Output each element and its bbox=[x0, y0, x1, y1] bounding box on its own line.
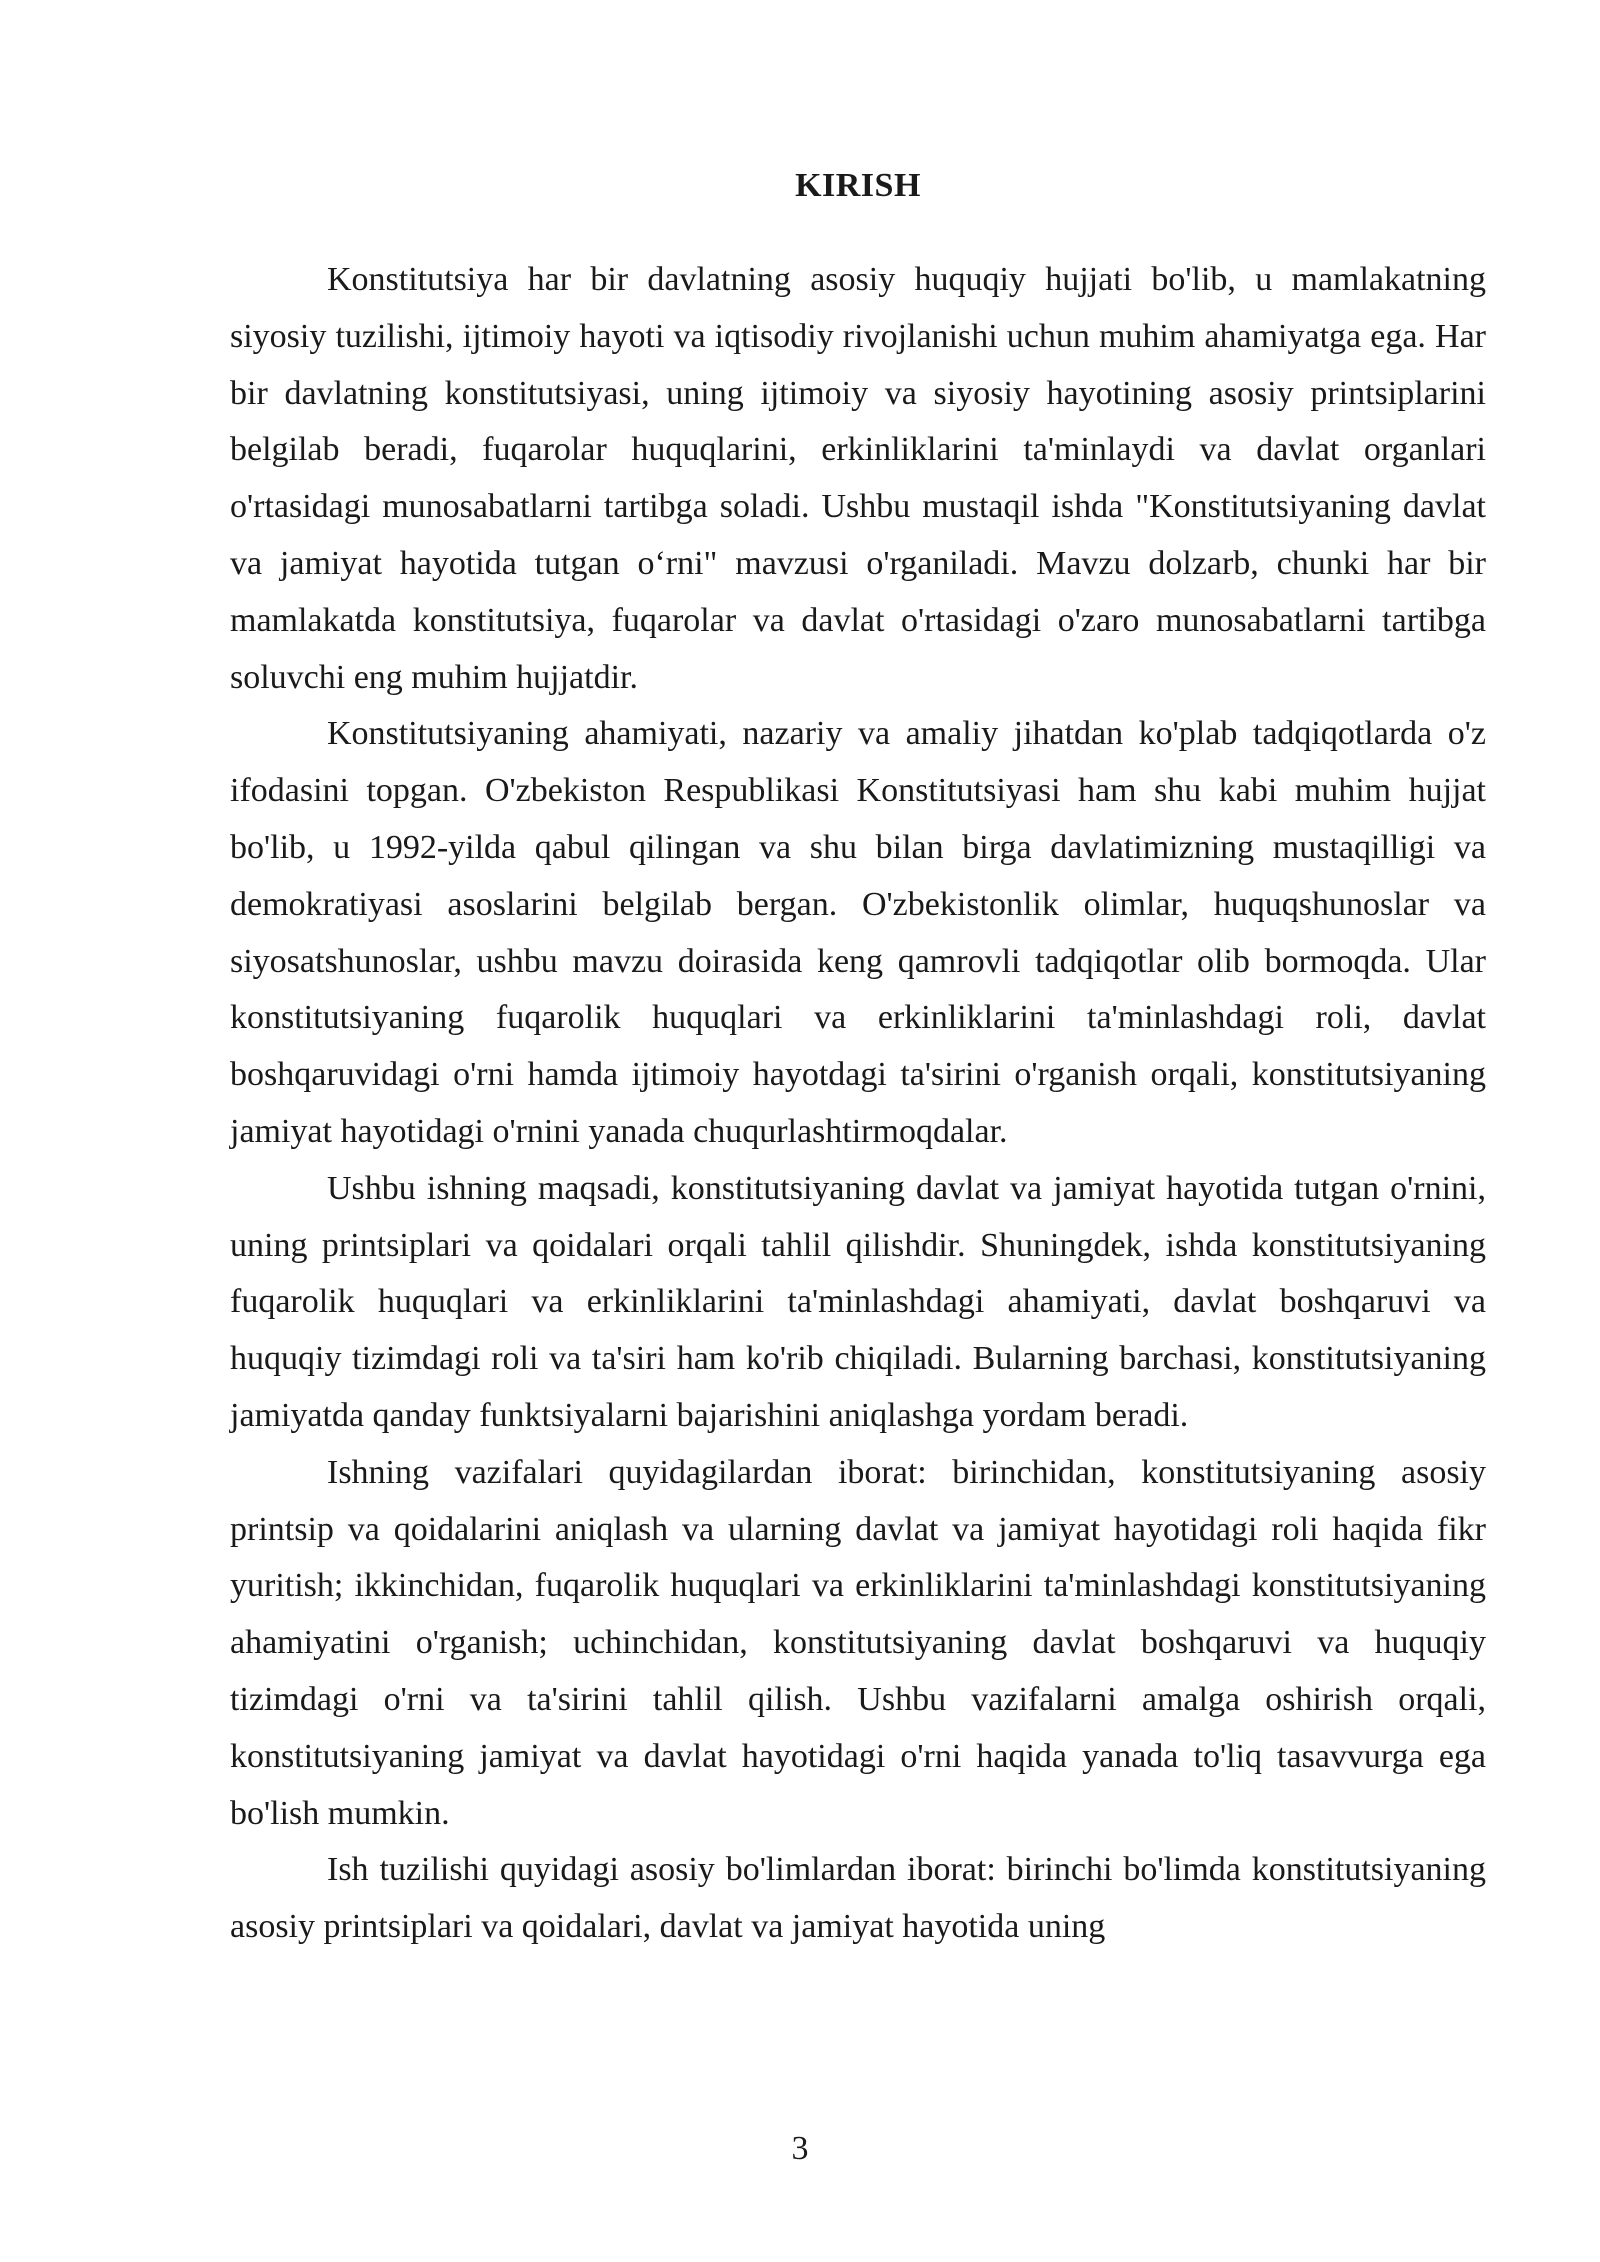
paragraph-2: Konstitutsiyaning ahamiyati, nazariy va amaliy jihatdan ko'plab tadqiqotlarda o'z ifodasini topgan. O'zbekiston Respublikasi Konstitutsiyasi ham shu kabi muhim hujjat bo'lib, u 1992-yilda qabul qilingan va shu bilan birga davlatimizning mustaqilligi va demokratiyasi asoslarini belgilab bergan. O'zbekistonlik olimlar, huquqshunoslar va siyosatshunoslar, ushbu mavzu doirasida keng qamrovli tadqiqotlar olib bormoqda. Ular konstitutsiyaning fuqarolik huquqlari va erkinliklarini ta'minlashdagi roli, davlat boshqaruvidagi o'rni hamda ijtimoiy hayotdagi ta'sirini o'rganish orqali, konstitutsiyaning jamiyat hayotidagi o'rnini yanada chuqurlashtirmoqdalar. bbox=[230, 715, 1486, 1150]
body-text bbox=[230, 252, 1486, 1956]
page-number: 3 bbox=[791, 2130, 809, 2167]
paragraph-3: Ushbu ishning maqsadi, konstitutsiyaning davlat va jamiyat hayotida tutgan o'rnini, uning printsiplari va qoidalari orqali tahlil qilishdir. Shuningdek, ishda konstitutsiyaning fuqarolik huquqlari va erkinliklarini ta'minlashdagi ahamiyati, davlat boshqaruvi va huquqiy tizimdagi roli va ta'siri ham ko'rib chiqiladi. Bularning barchasi, konstitutsiyaning jamiyatda qanday funktsiyalarni bajarishini aniqlashga yordam beradi. bbox=[230, 1169, 1486, 1434]
page-title: KIRISH bbox=[795, 167, 921, 204]
paragraph-4: Ishning vazifalari quyidagilardan iborat: birinchidan, konstitutsiyaning asosiy printsip va qoidalarini aniqlash va ularning davlat va jamiyat hayotidagi roli haqida fikr yuritish; ikkinchidan, fuqarolik huquqlari va erkinliklarini ta'minlashdagi konstitutsiyaning ahamiyatini o'rganish; uchinchidan, konstitutsiyaning davlat boshqaruvi va huquqiy tizimdagi o'rni va ta'sirini tahlil qilish. Ushbu vazifalarni amalga oshirish orqali, konstitutsiyaning jamiyat va davlat hayotidagi o'rni haqida yanada to'liq tasavvurga ega bo'lish mumkin. bbox=[230, 1453, 1486, 1832]
paragraph-5: Ish tuzilishi quyidagi asosiy bo'limlardan iborat: birinchi bo'limda konstitutsiyaning asosiy printsiplari va qoidalari, davlat va jamiyat hayotida uning bbox=[230, 1851, 1486, 1946]
paragraph-1: Konstitutsiya har bir davlatning asosiy huquqiy hujjati bo'lib, u mamlakatning siyosiy tuzilishi, ijtimoiy hayoti va iqtisodiy rivojlanishi uchun muhim ahamiyatga ega. Har bir davlatning konstitutsiyasi, uning ijtimoiy va siyosiy hayotining asosiy printsiplarini belgilab beradi, fuqarolar huquqlarini, erkinliklarini ta'minlaydi va davlat organlari o'rtasidagi munosabatlarni tartibga soladi. Ushbu mustaqil ishda "Konstitutsiyaning davlat va jamiyat hayotida tutgan o‘rni" mavzusi o'rganiladi. Mavzu dolzarb, chunki har bir mamlakatda konstitutsiya, fuqarolar va davlat o'rtasidagi o'zaro munosabatlarni tartibga soluvchi eng muhim hujjatdir. bbox=[230, 261, 1486, 696]
